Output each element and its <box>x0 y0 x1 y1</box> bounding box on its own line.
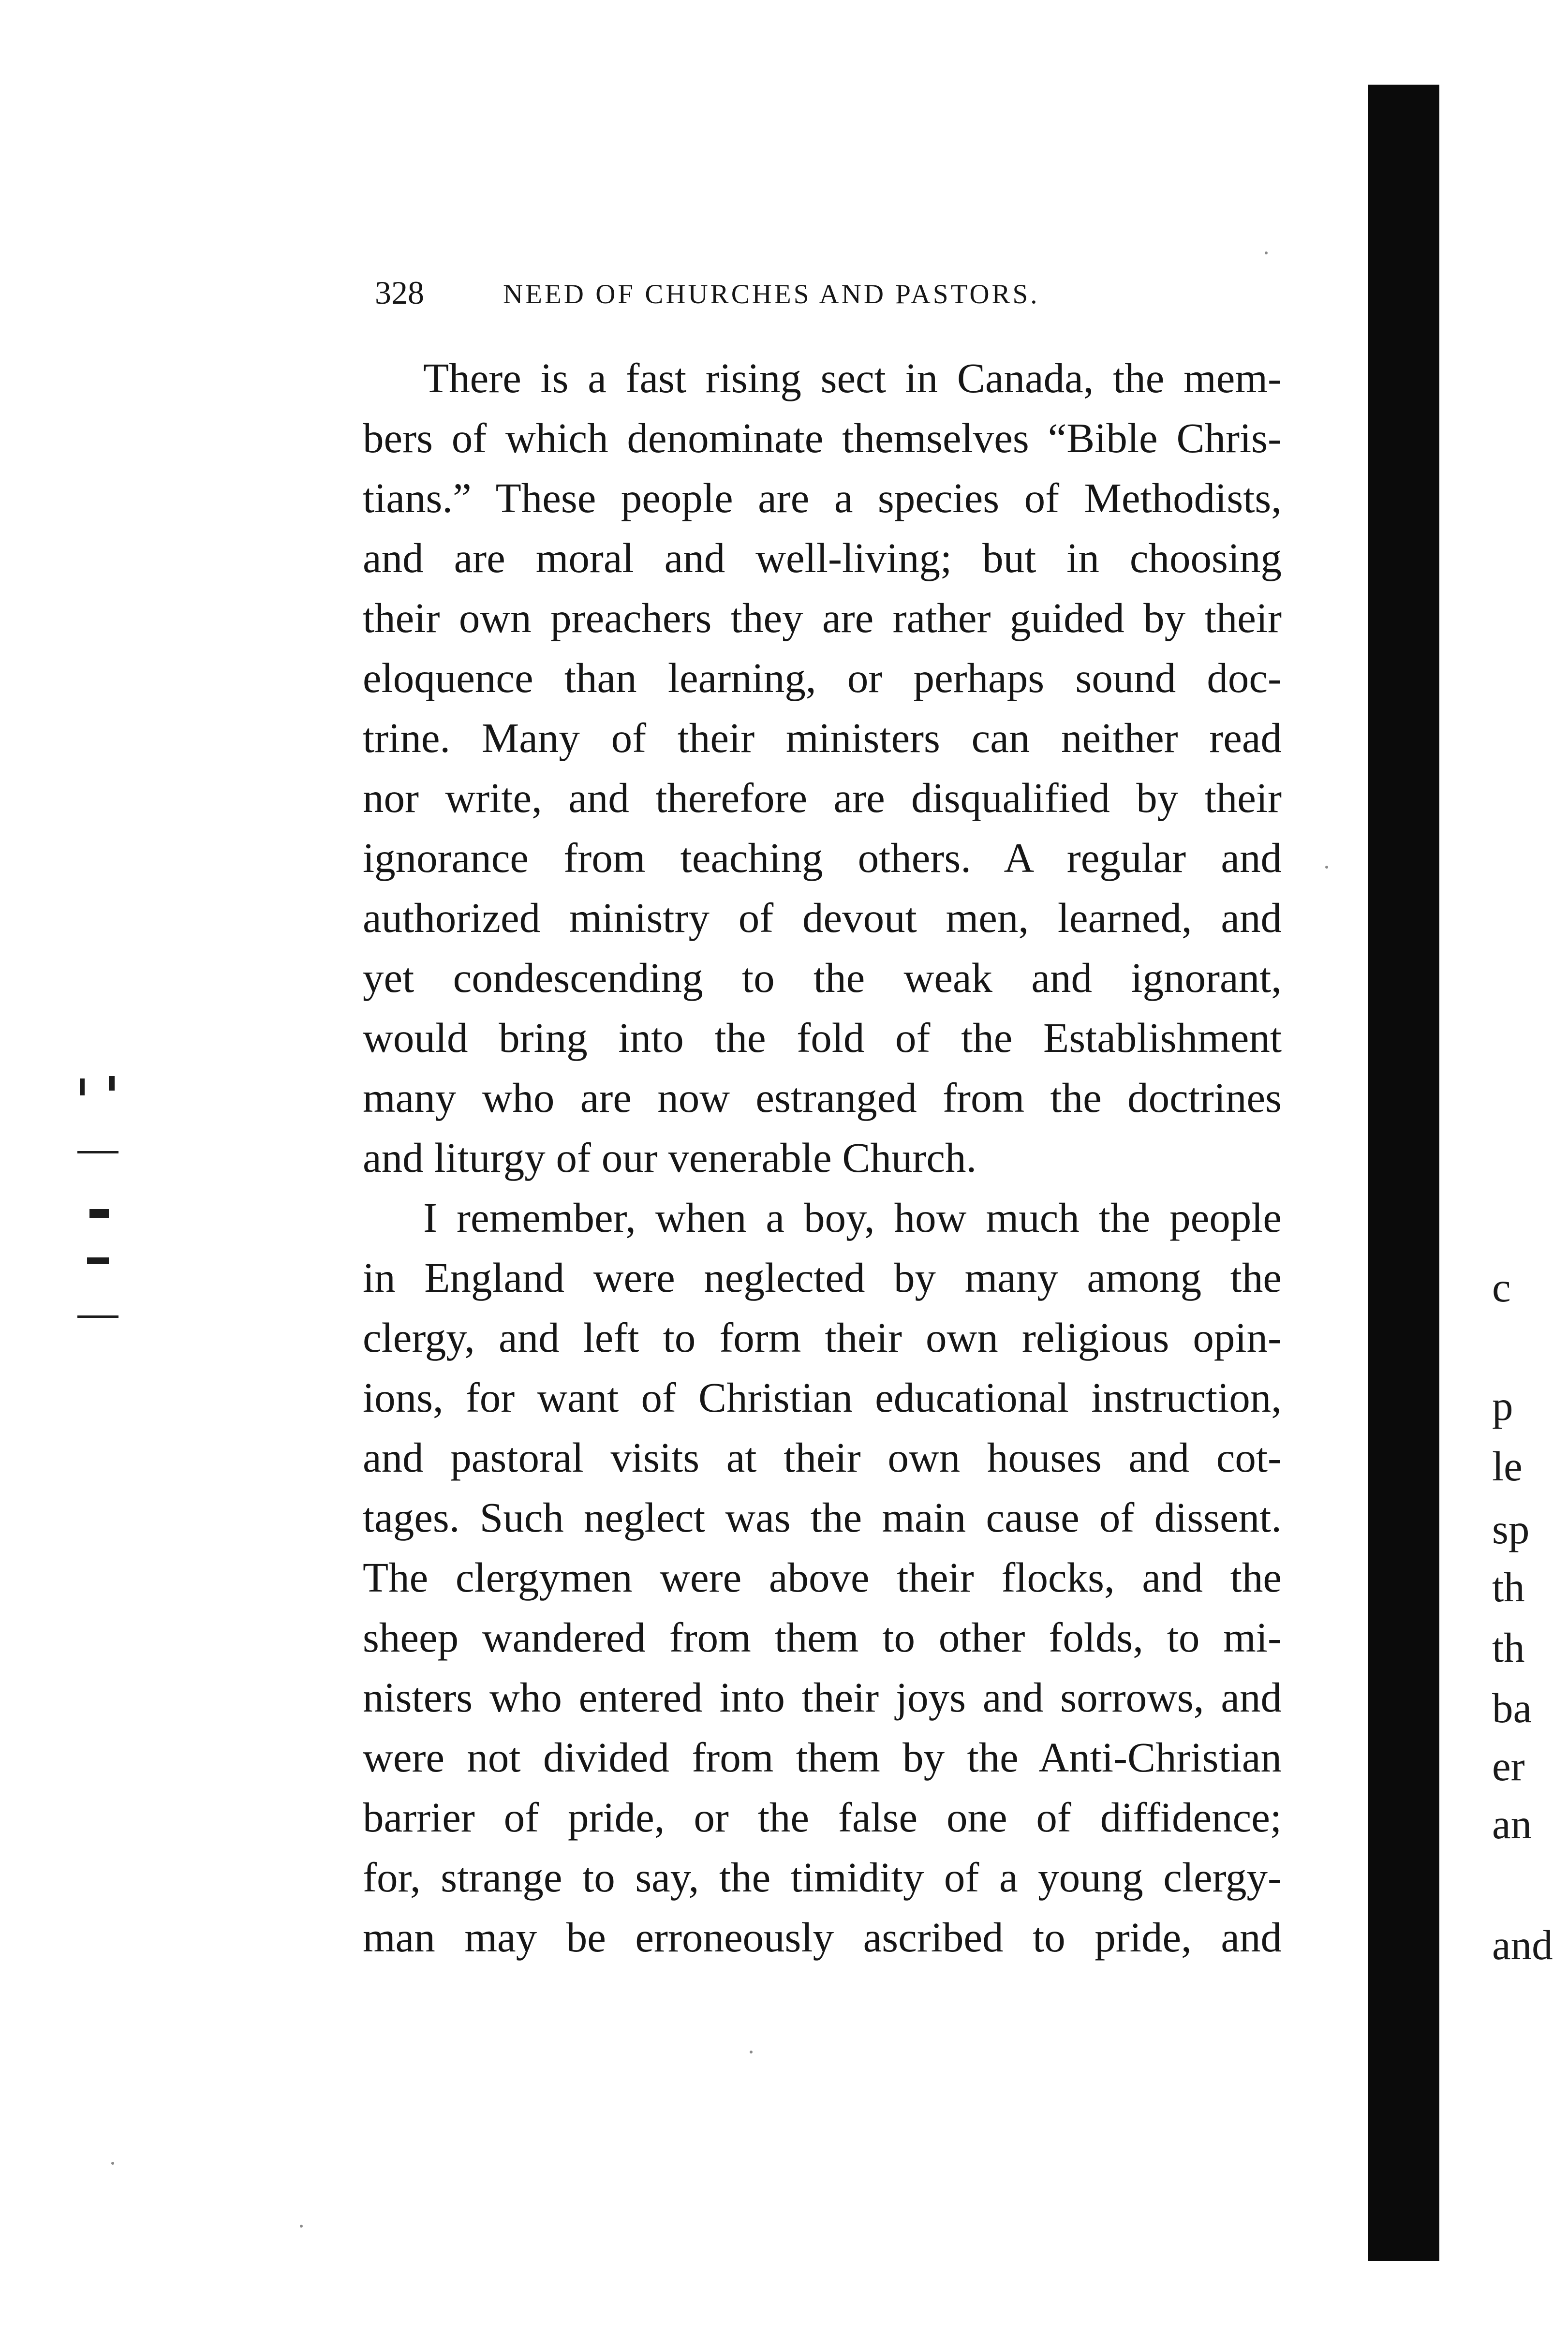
body-text <box>363 348 1282 1967</box>
text-line: many who are now estranged from the doctrines <box>363 1074 1282 1121</box>
fragment-text: le <box>1492 1443 1523 1490</box>
binding-shadow <box>1368 85 1439 2261</box>
page-number: 328 <box>375 274 424 311</box>
speck <box>111 2162 114 2165</box>
fragment-text: c <box>1492 1264 1511 1311</box>
margin-mark <box>80 1078 85 1095</box>
text-line: I remember, when a boy, how much the people <box>423 1194 1282 1241</box>
text-line: man may be erroneously ascribed to pride, and <box>363 1914 1282 1961</box>
paragraph-2 <box>363 1188 1282 1967</box>
margin-rule <box>77 1151 118 1153</box>
text-line: bers of which denominate themselves “Bible Chris- <box>363 414 1282 461</box>
text-line: for, strange to say, the timidity of a young clergy- <box>363 1854 1282 1901</box>
text-line: and pastoral visits at their own houses and cot- <box>363 1434 1282 1481</box>
speck <box>750 2051 753 2053</box>
text-line: tians.” These people are a species of Methodists, <box>363 474 1282 521</box>
speck <box>1265 251 1268 254</box>
text-line: nor write, and therefore are disqualified by their <box>363 774 1282 821</box>
text-line: their own preachers they are rather guided by their <box>363 594 1282 641</box>
speck <box>1325 866 1328 869</box>
text-line: nisters who entered into their joys and sorrows, and <box>363 1674 1282 1721</box>
speck <box>300 2225 303 2228</box>
text-line: in England were neglected by many among the <box>363 1254 1282 1301</box>
running-title: NEED OF CHURCHES AND PASTORS. <box>503 279 1040 310</box>
text-line: authorized ministry of devout men, learned, and <box>363 894 1282 941</box>
running-head <box>375 271 1168 314</box>
text-line: and liturgy of our venerable Church. <box>363 1134 977 1181</box>
text-line: tages. Such neglect was the main cause of dissent. <box>363 1494 1282 1541</box>
text-line: eloquence than learning, or perhaps sound doc- <box>363 654 1282 701</box>
text-line: clergy, and left to form their own religious opin- <box>363 1314 1282 1361</box>
margin-mark <box>87 1257 109 1264</box>
fragment-text: sp <box>1492 1506 1530 1552</box>
text-line: The clergymen were above their flocks, and the <box>363 1554 1282 1601</box>
text-line: There is a fast rising sect in Canada, the mem- <box>423 354 1282 401</box>
fragment-text: th <box>1492 1564 1525 1610</box>
text-line: sheep wandered from them to other folds, to mi- <box>363 1614 1282 1661</box>
text-line: would bring into the fold of the Establishment <box>363 1014 1282 1061</box>
text-line: barrier of pride, or the false one of diffidence; <box>363 1794 1282 1841</box>
margin-mark <box>89 1209 109 1218</box>
text-line: and are moral and well-living; but in choosing <box>363 534 1282 581</box>
text-line: were not divided from them by the Anti-Christian <box>363 1734 1282 1781</box>
fragment-text: and <box>1492 1921 1553 1968</box>
fragment-text: an <box>1492 1801 1532 1847</box>
text-line: yet condescending to the weak and ignorant, <box>363 954 1282 1001</box>
margin-rule <box>77 1315 118 1318</box>
margin-mark <box>109 1076 115 1091</box>
fragment-text: th <box>1492 1624 1525 1671</box>
text-line: trine. Many of their ministers can neither read <box>363 714 1282 761</box>
text-line: ions, for want of Christian educational instruction, <box>363 1374 1282 1421</box>
fragment-text: p <box>1492 1382 1513 1429</box>
fragment-text: er <box>1492 1743 1525 1789</box>
fragment-text: ba <box>1492 1684 1532 1731</box>
paragraph-1 <box>363 348 1282 1188</box>
text-line: ignorance from teaching others. A regular and <box>363 834 1282 881</box>
